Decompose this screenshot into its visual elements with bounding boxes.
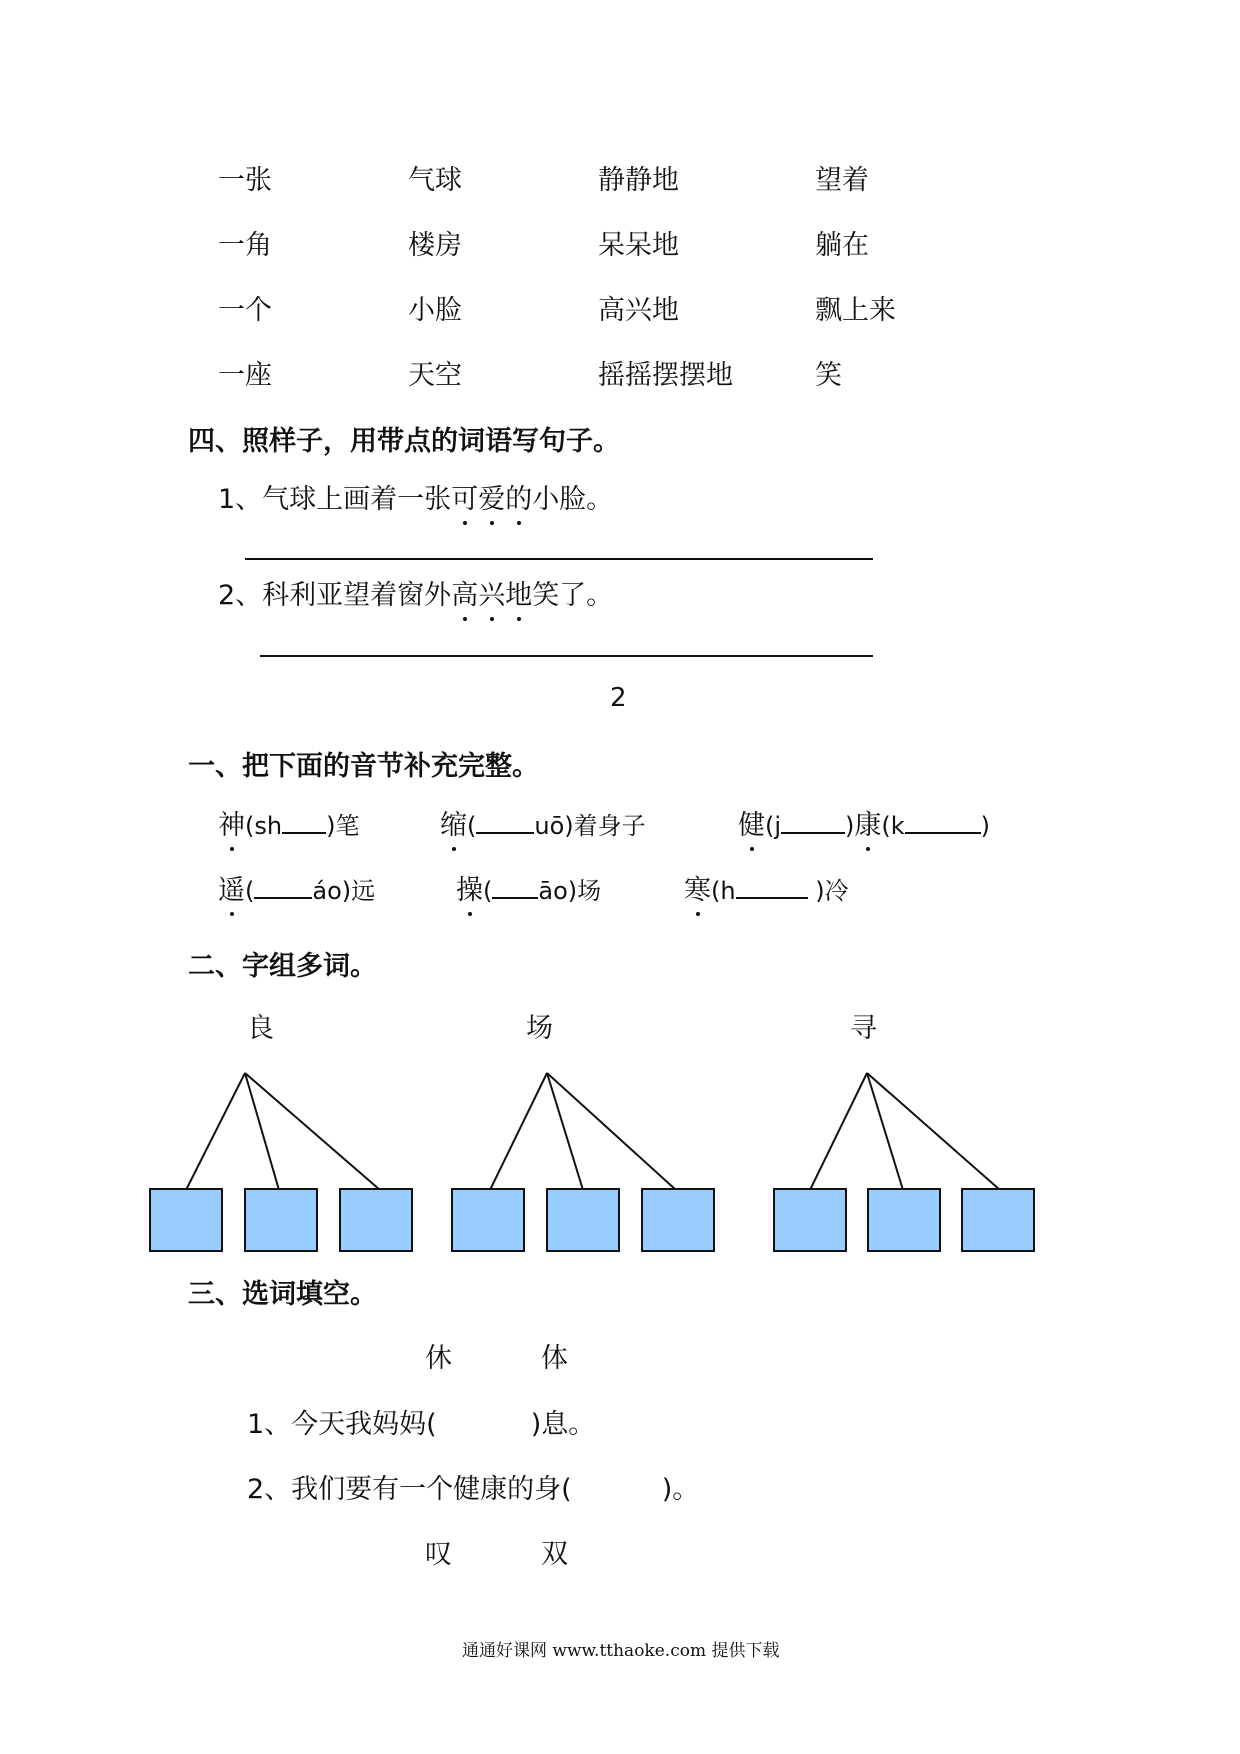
page-number: 2 [610,683,627,713]
word-choice: 休 [425,1343,452,1374]
matching-col4-item: 躺在 [815,230,869,261]
word-group-char: 良 [247,1013,274,1044]
word-box[interactable] [451,1188,525,1252]
matching-col3-item: 摇摇摆摆地 [598,360,733,391]
matching-col4-item: 飘上来 [815,295,896,326]
section3-heading: 三、选词填空。 [188,1279,377,1310]
pinyin-close: uō)着身子 [534,812,646,840]
matching-col2-item: 楼房 [408,230,462,261]
word-group-char: 场 [526,1013,553,1044]
pinyin-char: 神 [218,803,245,842]
matching-col1-item: 一张 [218,165,272,196]
word-choice: 双 [541,1539,568,1570]
section3-question-2 [247,1467,699,1506]
word-box[interactable] [867,1188,941,1252]
pinyin-close: āo)场 [538,877,602,905]
matching-col2-item: 天空 [408,360,462,391]
dotted-char: 高 [451,573,478,612]
word-box[interactable] [641,1188,715,1252]
section1-heading: 一、把下面的音节补充完整。 [188,751,539,782]
pinyin-open: ( [483,877,493,905]
dotted-char: 爱 [478,477,505,516]
question-text: )。 [661,1474,700,1505]
pinyin-close: )笔 [326,812,360,840]
word-choice: 叹 [425,1539,452,1570]
dotted-char: 可 [451,477,478,516]
word-box[interactable] [546,1188,620,1252]
word-box[interactable] [339,1188,413,1252]
word-box[interactable] [773,1188,847,1252]
question-text: 1、今天我妈妈( [247,1409,437,1440]
word-box[interactable] [244,1188,318,1252]
sentence-text: 小脸。 [532,484,614,515]
pinyin-close: ) [980,812,991,840]
pinyin-close: ) [845,812,855,840]
pinyin-open: (h [711,877,736,905]
matching-col1-item: 一座 [218,360,272,391]
matching-col2-item: 小脸 [408,295,462,326]
matching-col4-item: 笑 [815,360,842,391]
section3-question-1 [247,1402,595,1441]
matching-col3-item: 高兴地 [598,295,679,326]
section4-heading: 四、照样子，用带点的词语写句子。 [188,426,620,457]
footer-text: 通通好课网 www.tthaoke.com 提供下载 [462,1641,780,1661]
sentence-text: 笑了。 [532,580,614,611]
dotted-char: 地 [505,573,532,612]
question-text: )息。 [530,1409,596,1440]
sentence-text: 1、气球上画着一张 [218,484,452,515]
matching-col3-item: 静静地 [598,165,679,196]
pinyin-char: 健 [738,803,765,842]
pinyin-char: 寒 [684,868,711,907]
dotted-char: 兴 [478,573,505,612]
pinyin-open: ( [245,877,255,905]
pinyin-close: áo)远 [312,877,376,905]
word-box[interactable] [149,1188,223,1252]
matching-col1-item: 一角 [218,230,272,261]
pinyin-char: 康 [854,803,881,842]
pinyin-open: (k [881,812,905,840]
pinyin-close: )冷 [807,877,849,905]
matching-col1-item: 一个 [218,295,272,326]
matching-col3-item: 呆呆地 [598,230,679,261]
section2-heading: 二、字组多词。 [188,951,377,982]
pinyin-char: 遥 [218,868,245,907]
pinyin-char: 缩 [440,803,467,842]
word-box[interactable] [961,1188,1035,1252]
pinyin-char: 操 [456,868,483,907]
word-choice: 体 [541,1343,568,1374]
word-group-char: 寻 [850,1013,877,1044]
matching-col2-item: 气球 [408,165,462,196]
question-text: 2、我们要有一个健康的身( [247,1474,572,1505]
dotted-char: 的 [505,477,532,516]
pinyin-open: (sh [245,812,283,840]
pinyin-open: (j [765,812,782,840]
pinyin-open: ( [467,812,477,840]
matching-col4-item: 望着 [815,165,869,196]
sentence-text: 2、科利亚望着窗外 [218,580,452,611]
